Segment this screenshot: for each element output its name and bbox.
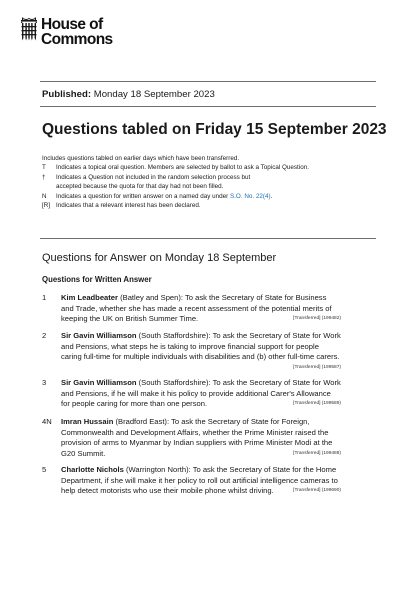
question-content: To ask the Secretary of State for Work and Pensions, what steps he is taking to improve financial support for people caring full-time for multiple individuals with disabilities and (b) other full-time carers.: [61, 331, 341, 362]
key-description: Indicates a Question not included in the random selection process but accepted because the quota for that day had not been filled.: [56, 173, 251, 191]
constituency: (Warrington North):: [126, 465, 191, 474]
member-name: Imran Hussain: [61, 417, 114, 426]
key-symbol: T: [42, 164, 46, 172]
question-text: [61, 331, 341, 373]
question-reference: [Transferred] (199482): [293, 316, 341, 322]
question-number: 4N: [42, 417, 52, 426]
key-description-end: .: [270, 192, 273, 200]
page-title: Questions tabled on Friday 15 September 2023: [42, 121, 387, 138]
section-subtitle: Questions for Written Answer: [42, 275, 152, 284]
constituency: (South Staffordshire):: [138, 378, 211, 387]
question-number: 5: [42, 465, 47, 474]
section-divider: [40, 238, 376, 239]
question-reference: [Transferred] (199690): [293, 488, 341, 494]
key-symbol: N: [42, 192, 47, 200]
member-name: Sir Gavin Williamson: [61, 378, 137, 387]
question-item: [42, 293, 376, 325]
portcullis-icon: [20, 17, 38, 43]
question-number: 2: [42, 331, 47, 340]
key-intro: Includes questions tabled on earlier days which have been transferred.: [42, 155, 240, 162]
question-item: [42, 417, 376, 459]
key-item: [42, 201, 376, 210]
question-text: [61, 465, 341, 497]
key-symbol: †: [42, 173, 46, 181]
symbol-key: [42, 154, 376, 210]
key-item: [42, 163, 376, 172]
question-item: [42, 378, 376, 410]
question-item: [42, 465, 376, 497]
question-reference: [Transferred] (199589): [293, 401, 341, 407]
logo-wordmark: [41, 17, 113, 47]
logo-line-2: Commons: [41, 31, 113, 48]
key-description: [56, 192, 272, 201]
question-content: To ask the Secretary of State for the Home Department, if she will make it her policy to roll out artificial intelligence cameras to help detect motorists who use their mobile phone whilst driving.: [61, 465, 338, 496]
logo-line-1: House of: [41, 16, 103, 33]
standing-order-link[interactable]: S.O. No. 22(4): [229, 192, 271, 200]
top-divider: [40, 81, 376, 82]
published-divider: [40, 106, 376, 107]
question-content: To ask the Secretary of State for Business and Trade, whether she has made a recent assessment of the potential merits of keeping the UK on British Summer Time.: [61, 293, 332, 324]
question-number: 3: [42, 378, 47, 387]
house-of-commons-logo: [20, 17, 113, 47]
question-content: To ask the Secretary of State for Foreign, Commonwealth and Development Affairs, whether the Prime Minister raised the provision of arms to Myanmar by Indian suppliers with Prime Minister Modi at the G20 Summit.: [61, 417, 333, 458]
question-content: To ask the Secretary of State for Work and Pensions, if he will make it his policy to provide additional Carer's Allowance for people caring for more than one person.: [61, 378, 341, 409]
published-label: Published:: [42, 89, 92, 100]
published-line: [42, 89, 215, 100]
question-item: [42, 331, 376, 373]
question-text: [61, 293, 341, 325]
member-name: Sir Gavin Williamson: [61, 331, 137, 340]
question-number: 1: [42, 293, 47, 302]
published-date: Monday 18 September 2023: [93, 89, 215, 100]
key-description: Indicates a topical oral question. Members are selected by ballot to ask a Topical Question.: [56, 164, 309, 172]
member-name: Kim Leadbeater: [61, 293, 118, 302]
key-description-text: Indicates a question for written answer on a named day under: [56, 192, 230, 200]
question-reference: [Transferred] (199488): [293, 450, 341, 456]
question-text: [61, 378, 341, 410]
key-description: Indicates that a relevant interest has been declared.: [56, 202, 201, 210]
key-symbol: [R]: [42, 202, 51, 210]
constituency: (Bradford East):: [115, 417, 170, 426]
constituency: (Batley and Spen):: [120, 293, 184, 302]
constituency: (South Staffordshire):: [138, 331, 211, 340]
question-reference: [Transferred] (199587): [293, 364, 341, 370]
key-item: [42, 192, 376, 201]
key-item: [42, 173, 376, 192]
member-name: Charlotte Nichols: [61, 465, 124, 474]
question-text: [61, 417, 341, 459]
section-title: Questions for Answer on Monday 18 September: [42, 252, 277, 264]
